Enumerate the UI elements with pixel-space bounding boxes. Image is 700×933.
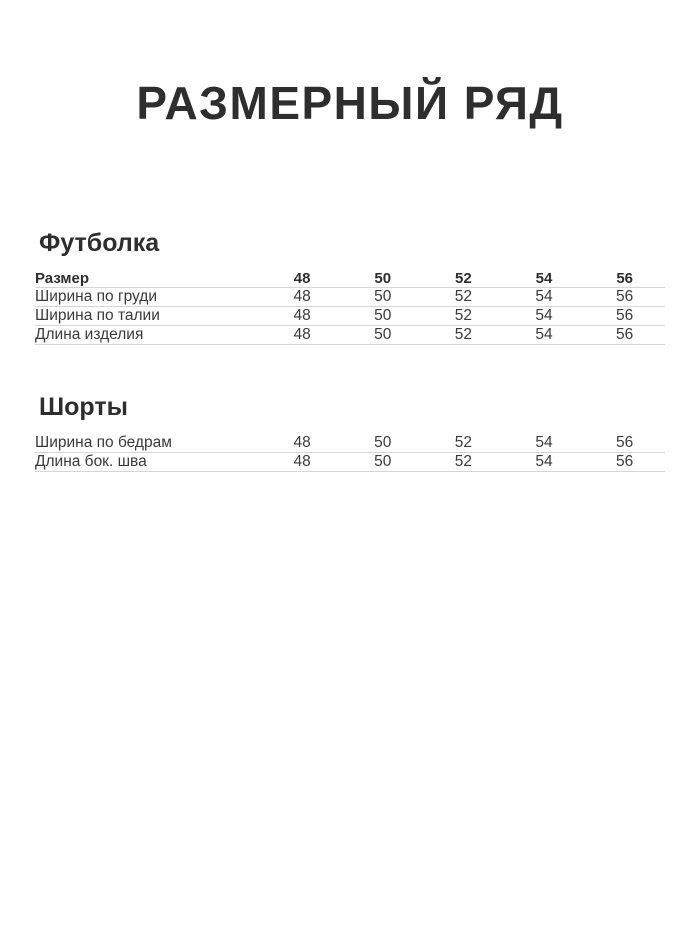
section-heading-tshirt: Футболка: [39, 228, 160, 257]
row-value: 50: [374, 287, 392, 305]
header-label: Размер: [35, 269, 90, 287]
header-size-52: 52: [455, 269, 472, 287]
row-value: 48: [293, 325, 311, 343]
table-row: [35, 306, 665, 325]
header-size-56: 56: [616, 269, 633, 287]
table-row: [35, 325, 665, 344]
row-value: 56: [616, 433, 634, 451]
row-value: 52: [454, 433, 472, 451]
row-value: 54: [535, 325, 553, 343]
row-value: 48: [293, 306, 311, 324]
row-label: Ширина по груди: [35, 287, 157, 305]
size-table-shorts: [35, 434, 665, 472]
section-tshirt: [35, 229, 665, 345]
row-value: 54: [535, 306, 553, 324]
row-value: 50: [374, 433, 392, 451]
row-value: 50: [374, 325, 392, 343]
header-size-54: 54: [535, 269, 553, 287]
row-label: Длина изделия: [35, 325, 144, 343]
table-row: [35, 452, 665, 471]
section-shorts: [35, 393, 665, 472]
row-value: 56: [616, 306, 634, 324]
header-size-48: 48: [293, 269, 311, 287]
row-value: 56: [616, 452, 634, 470]
size-table-tshirt: [35, 270, 665, 345]
row-value: 52: [454, 287, 472, 305]
page-title: РАЗМЕРНЫЙ РЯД: [136, 77, 564, 129]
row-value: 48: [293, 433, 311, 451]
table-row: [35, 434, 665, 453]
row-value: 54: [535, 452, 553, 470]
section-heading-shorts: Шорты: [39, 392, 128, 421]
table-header-row: [35, 270, 665, 288]
table-row: [35, 287, 665, 306]
row-value: 48: [293, 452, 311, 470]
row-value: 54: [535, 433, 553, 451]
row-value: 54: [535, 287, 553, 305]
row-value: 50: [374, 452, 392, 470]
row-value: 52: [454, 452, 472, 470]
row-value: 56: [616, 287, 634, 305]
row-value: 48: [293, 287, 311, 305]
row-value: 56: [616, 325, 634, 343]
header-size-50: 50: [374, 269, 392, 287]
row-value: 52: [454, 306, 472, 324]
row-label: Длина бок. шва: [35, 452, 147, 470]
row-value: 52: [454, 325, 472, 343]
row-label: Ширина по бедрам: [35, 433, 172, 451]
row-value: 50: [374, 306, 392, 324]
row-label: Ширина по талии: [35, 306, 160, 324]
